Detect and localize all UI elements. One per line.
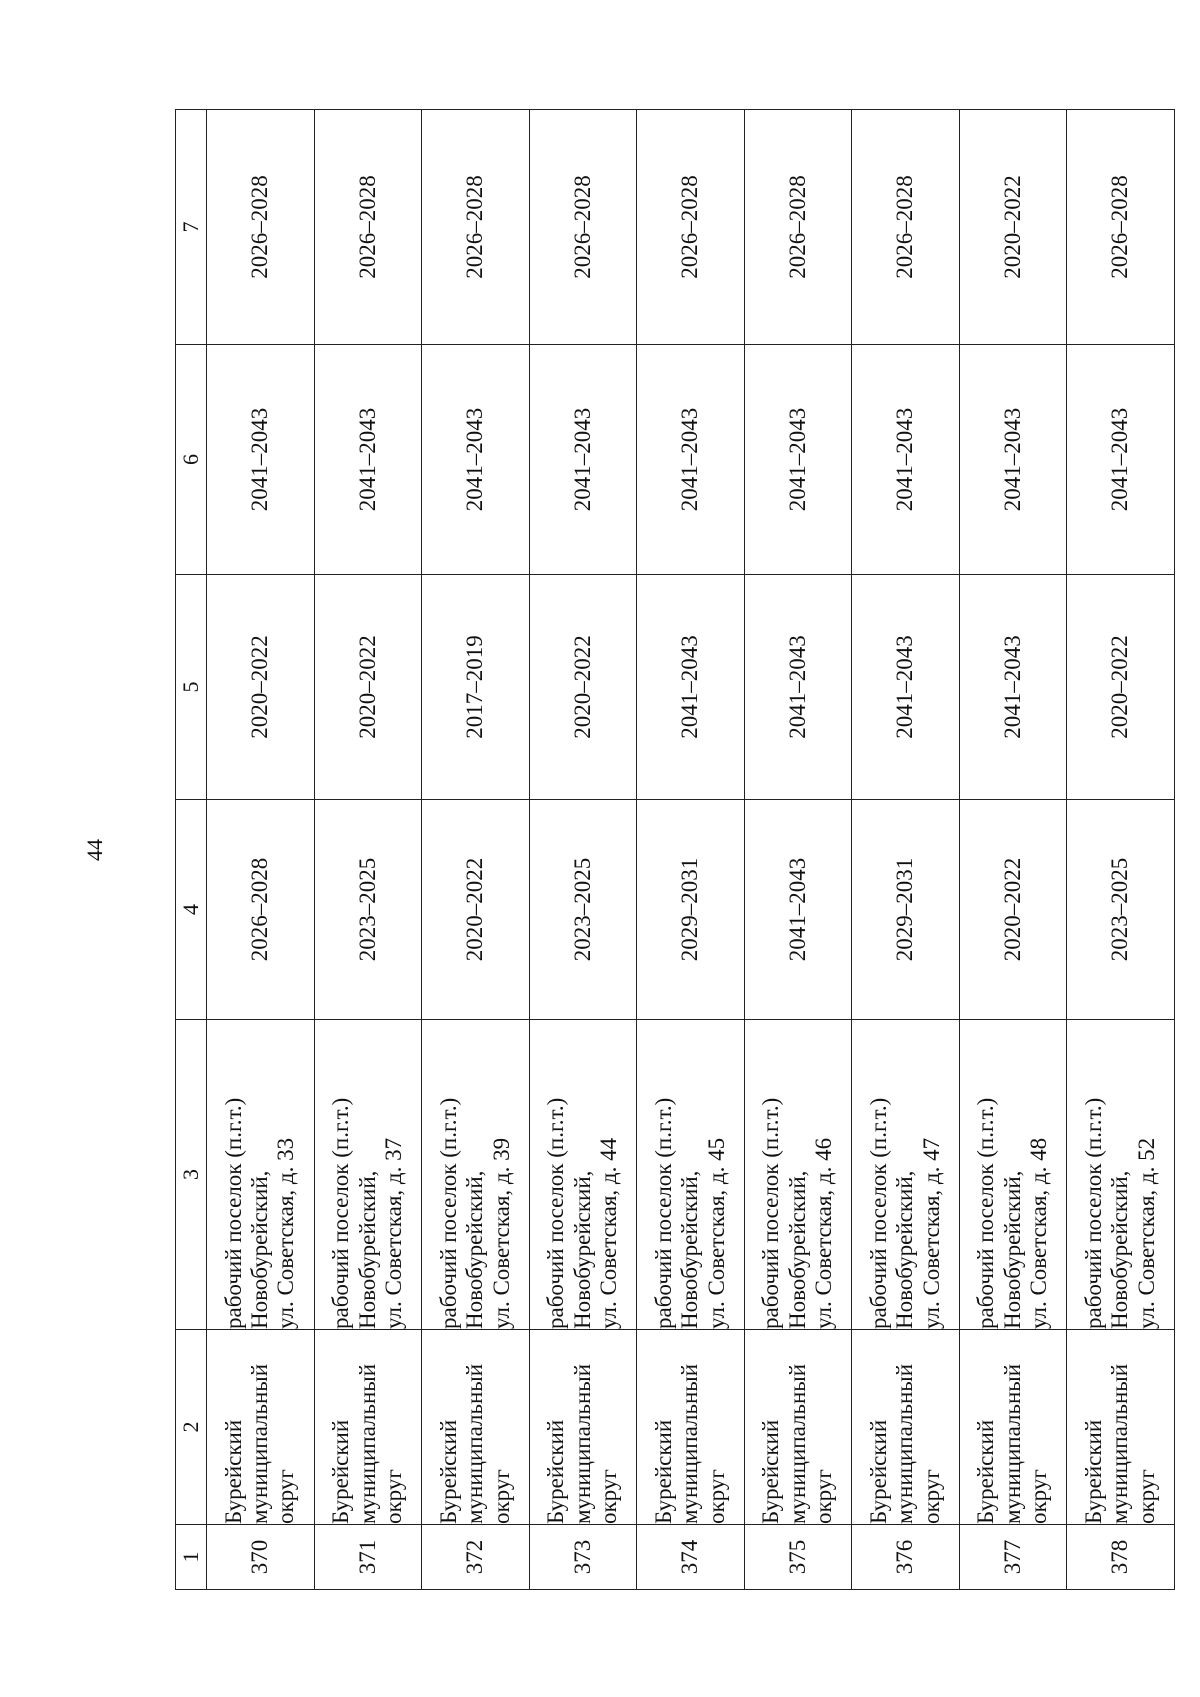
table-row (422, 110, 530, 1590)
district-line: округ (703, 1469, 729, 1524)
address-line: ул. Советская, д. 44 (596, 1137, 622, 1329)
period-cell-c6: 2041–2043 (207, 345, 315, 575)
period-cell-c7: 2026–2028 (852, 110, 960, 345)
address-line: Новобурейский, (569, 1170, 595, 1329)
address-cell (529, 1020, 637, 1330)
address-cell (852, 1020, 960, 1330)
address-cell (207, 1020, 315, 1330)
period-cell-c6: 2041–2043 (529, 345, 637, 575)
district-cell (744, 1330, 852, 1525)
district-line: муниципальный (1107, 1363, 1133, 1524)
period-cell-c4: 2020–2022 (959, 800, 1067, 1020)
period-cell-c7: 2026–2028 (314, 110, 422, 345)
address-cell (314, 1020, 422, 1330)
address-line: Новобурейский, (677, 1170, 703, 1329)
address-cell (422, 1020, 530, 1330)
period-cell-c5: 2020–2022 (207, 575, 315, 800)
address-cell (744, 1020, 852, 1330)
address-line: ул. Советская, д. 37 (381, 1137, 407, 1329)
period-cell-c6: 2041–2043 (1067, 345, 1175, 575)
district-cell (1067, 1330, 1175, 1525)
table-row (529, 110, 637, 1590)
row-number: 375 (744, 1525, 852, 1590)
row-number: 371 (314, 1525, 422, 1590)
column-number-1: 1 (176, 1525, 207, 1590)
period-cell-c6: 2041–2043 (744, 345, 852, 575)
table-row (207, 110, 315, 1590)
column-number-7: 7 (176, 110, 207, 345)
district-cell (422, 1330, 530, 1525)
period-cell-c7: 2026–2028 (422, 110, 530, 345)
address-line: ул. Советская, д. 39 (488, 1137, 514, 1329)
period-cell-c7: 2026–2028 (637, 110, 745, 345)
row-number: 378 (1067, 1525, 1175, 1590)
district-line: Бурейский (758, 1419, 784, 1524)
district-line: муниципальный (677, 1363, 703, 1524)
column-number-5: 5 (176, 575, 207, 800)
table-row (637, 110, 745, 1590)
district-line: Бурейский (1081, 1419, 1107, 1524)
period-cell-c5: 2020–2022 (314, 575, 422, 800)
address-line: Новобурейский, (892, 1170, 918, 1329)
district-line: Бурейский (650, 1419, 676, 1524)
address-line: Новобурейский, (999, 1170, 1025, 1329)
period-cell-c4: 2023–2025 (1067, 800, 1175, 1020)
district-cell (852, 1330, 960, 1525)
period-cell-c5: 2020–2022 (529, 575, 637, 800)
district-line: округ (1026, 1469, 1052, 1524)
address-cell (959, 1020, 1067, 1330)
address-line: рабочий поселок (п.г.т.) (973, 1097, 999, 1329)
period-cell-c7: 2020–2022 (959, 110, 1067, 345)
district-line: муниципальный (354, 1363, 380, 1524)
period-cell-c4: 2029–2031 (637, 800, 745, 1020)
register-table (175, 109, 1175, 1590)
column-number-row (176, 110, 207, 1590)
period-cell-c4: 2020–2022 (422, 800, 530, 1020)
district-line: округ (1133, 1469, 1159, 1524)
address-line: ул. Советская, д. 52 (1133, 1137, 1159, 1329)
period-cell-c7: 2026–2028 (207, 110, 315, 345)
period-cell-c7: 2026–2028 (1067, 110, 1175, 345)
column-number-6: 6 (176, 345, 207, 575)
rotated-table-frame (175, 110, 1175, 1590)
row-number: 374 (637, 1525, 745, 1590)
table-row (314, 110, 422, 1590)
period-cell-c5: 2041–2043 (852, 575, 960, 800)
district-cell (314, 1330, 422, 1525)
period-cell-c4: 2026–2028 (207, 800, 315, 1020)
address-line: Новобурейский, (1107, 1170, 1133, 1329)
district-line: Бурейский (328, 1419, 354, 1524)
district-line: округ (381, 1469, 407, 1524)
district-line: муниципальный (247, 1363, 273, 1524)
register-table-container (175, 110, 1175, 1590)
period-cell-c7: 2026–2028 (744, 110, 852, 345)
district-line: округ (488, 1469, 514, 1524)
row-number: 376 (852, 1525, 960, 1590)
district-line: Бурейский (865, 1419, 891, 1524)
district-line: Бурейский (543, 1419, 569, 1524)
address-line: Новобурейский, (247, 1170, 273, 1329)
district-cell (529, 1330, 637, 1525)
address-line: ул. Советская, д. 46 (811, 1137, 837, 1329)
period-cell-c4: 2029–2031 (852, 800, 960, 1020)
address-line: ул. Советская, д. 33 (273, 1137, 299, 1329)
table-row (1067, 110, 1175, 1590)
column-number-4: 4 (176, 800, 207, 1020)
district-line: муниципальный (999, 1363, 1025, 1524)
period-cell-c4: 2023–2025 (314, 800, 422, 1020)
period-cell-c5: 2041–2043 (744, 575, 852, 800)
address-cell (1067, 1020, 1175, 1330)
page-number: 44 (82, 839, 107, 861)
address-line: рабочий поселок (п.г.т.) (758, 1097, 784, 1329)
row-number: 370 (207, 1525, 315, 1590)
period-cell-c6: 2041–2043 (314, 345, 422, 575)
district-line: муниципальный (892, 1363, 918, 1524)
period-cell-c6: 2041–2043 (637, 345, 745, 575)
address-line: ул. Советская, д. 48 (1026, 1137, 1052, 1329)
district-line: Бурейский (973, 1419, 999, 1524)
district-line: округ (918, 1469, 944, 1524)
address-line: Новобурейский, (354, 1170, 380, 1329)
table-body (176, 110, 1175, 1590)
period-cell-c4: 2041–2043 (744, 800, 852, 1020)
address-line: рабочий поселок (п.г.т.) (435, 1097, 461, 1329)
district-cell (637, 1330, 745, 1525)
district-line: муниципальный (569, 1363, 595, 1524)
period-cell-c5: 2041–2043 (959, 575, 1067, 800)
period-cell-c5: 2041–2043 (637, 575, 745, 800)
row-number: 373 (529, 1525, 637, 1590)
address-line: Новобурейский, (462, 1170, 488, 1329)
address-cell (637, 1020, 745, 1330)
address-line: рабочий поселок (п.г.т.) (1081, 1097, 1107, 1329)
table-row (744, 110, 852, 1590)
district-line: Бурейский (220, 1419, 246, 1524)
address-line: рабочий поселок (п.г.т.) (650, 1097, 676, 1329)
row-number: 372 (422, 1525, 530, 1590)
district-line: муниципальный (784, 1363, 810, 1524)
period-cell-c6: 2041–2043 (422, 345, 530, 575)
district-line: муниципальный (462, 1363, 488, 1524)
address-line: рабочий поселок (п.г.т.) (865, 1097, 891, 1329)
row-number: 377 (959, 1525, 1067, 1590)
table-row (852, 110, 960, 1590)
district-line: округ (596, 1469, 622, 1524)
district-line: округ (273, 1469, 299, 1524)
address-line: ул. Советская, д. 47 (918, 1137, 944, 1329)
address-line: ул. Советская, д. 45 (703, 1137, 729, 1329)
period-cell-c5: 2017–2019 (422, 575, 530, 800)
period-cell-c4: 2023–2025 (529, 800, 637, 1020)
column-number-3: 3 (176, 1020, 207, 1330)
address-line: Новобурейский, (784, 1170, 810, 1329)
address-line: рабочий поселок (п.г.т.) (328, 1097, 354, 1329)
table-row (959, 110, 1067, 1590)
column-number-2: 2 (176, 1330, 207, 1525)
period-cell-c5: 2020–2022 (1067, 575, 1175, 800)
period-cell-c6: 2041–2043 (959, 345, 1067, 575)
address-line: рабочий поселок (п.г.т.) (543, 1097, 569, 1329)
district-line: Бурейский (435, 1419, 461, 1524)
district-cell (959, 1330, 1067, 1525)
address-line: рабочий поселок (п.г.т.) (220, 1097, 246, 1329)
period-cell-c7: 2026–2028 (529, 110, 637, 345)
district-line: округ (811, 1469, 837, 1524)
district-cell (207, 1330, 315, 1525)
period-cell-c6: 2041–2043 (852, 345, 960, 575)
